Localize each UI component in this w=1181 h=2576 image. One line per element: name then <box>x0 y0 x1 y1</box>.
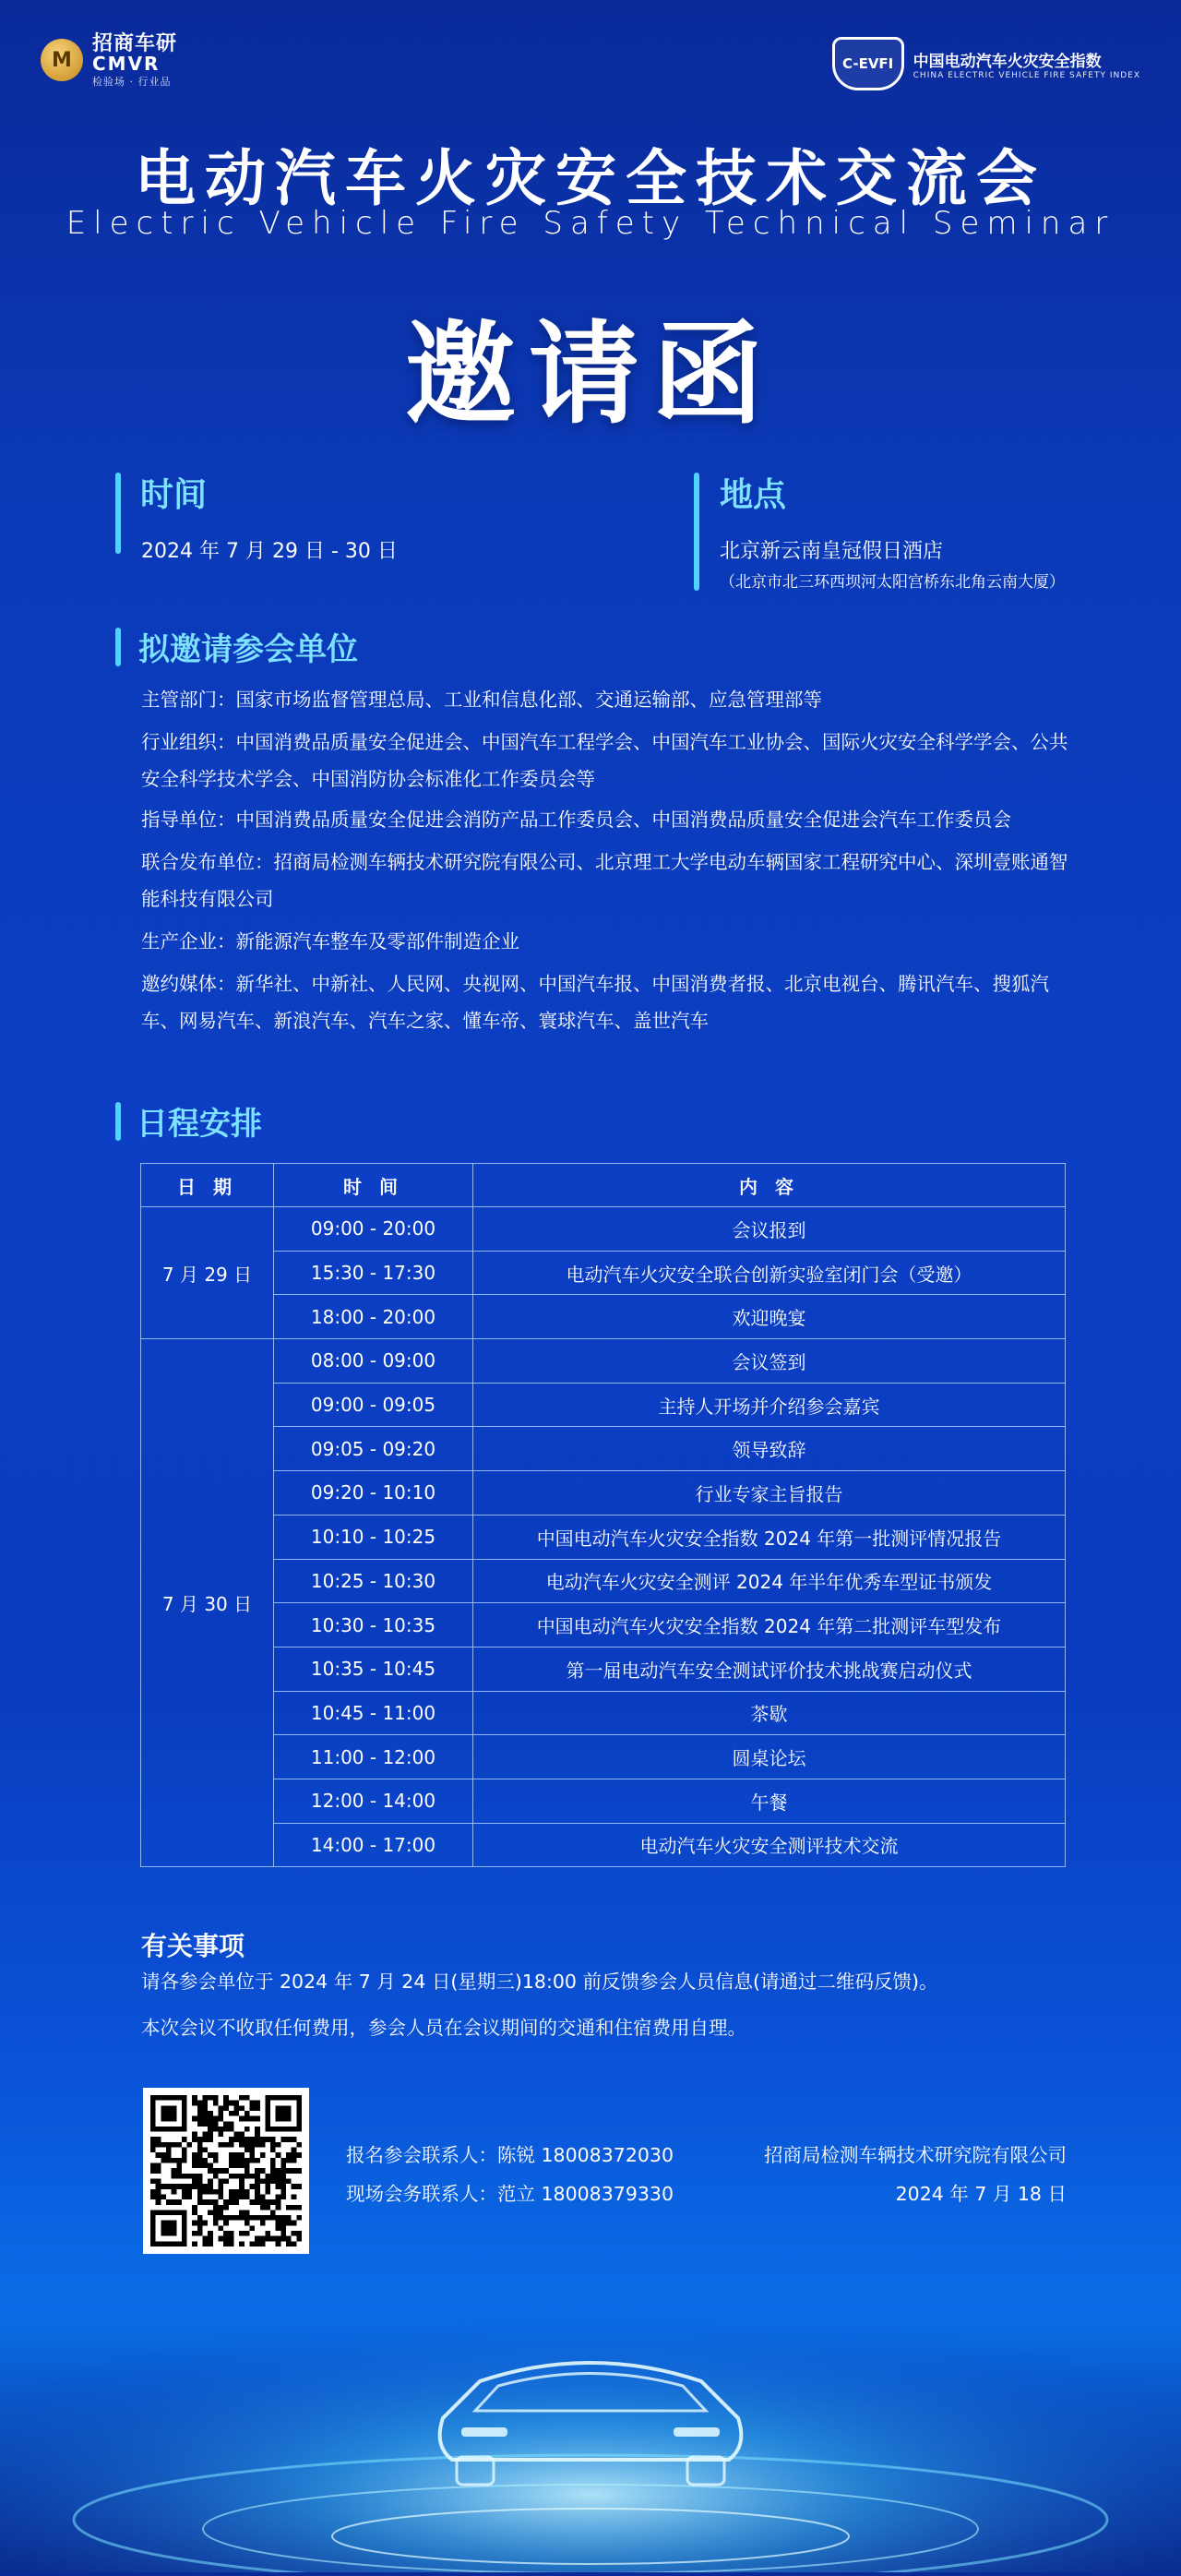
car-icon <box>0 2261 1181 2572</box>
content-cell: 电动汽车火灾安全联合创新实验室闭门会（受邀） <box>473 1251 1066 1295</box>
schedule-accent-bar <box>115 1102 121 1141</box>
cmvr-logo-mark: M <box>41 39 83 81</box>
schedule-table <box>140 1163 1066 1867</box>
table-row <box>141 1603 1066 1647</box>
content-cell: 欢迎晚宴 <box>473 1295 1066 1339</box>
day-cell: 7 月 29 日 <box>141 1207 274 1339</box>
cmvr-logo-cn: 招商车研 <box>92 32 178 55</box>
column-header-time: 时 间 <box>274 1164 473 1207</box>
organizer-name: 招商局检测车辆技术研究院有限公司 <box>764 2144 1067 2166</box>
event-title-en: Electric Vehicle Fire Safety Technical Seminar <box>66 205 1115 242</box>
time-cell: 10:30 - 10:35 <box>274 1603 473 1647</box>
content-cell: 中国电动汽车火灾安全指数 2024 年第一批测评情况报告 <box>473 1515 1066 1559</box>
participant-item: 联合发布单位：招商局检测车辆技术研究院有限公司、北京理工大学电动车辆国家工程研究中心、深圳壹账通智能科技有限公司 <box>141 851 1068 910</box>
cevfi-logo <box>832 37 1140 90</box>
location-heading: 地点 <box>720 476 787 514</box>
cmvr-logo <box>41 33 177 88</box>
table-header-row <box>141 1164 1066 1207</box>
table-row <box>141 1559 1066 1603</box>
content-cell: 电动汽车火灾安全测评技术交流 <box>473 1823 1066 1867</box>
participant-item: 行业组织：中国消费品质量安全促进会、中国汽车工程学会、中国汽车工业协会、国际火灾安全科学学会、公共安全科学技术学会、中国消防协会标准化工作委员会等 <box>141 731 1068 790</box>
content-cell: 主持人开场并介绍参会嘉宾 <box>473 1383 1066 1427</box>
table-row <box>141 1823 1066 1867</box>
time-accent-bar <box>115 473 121 554</box>
table-row <box>141 1427 1066 1471</box>
table-row <box>141 1295 1066 1339</box>
content-cell: 会议签到 <box>473 1339 1066 1384</box>
time-cell: 09:05 - 09:20 <box>274 1427 473 1471</box>
time-cell: 09:00 - 09:05 <box>274 1383 473 1427</box>
notes-heading: 有关事项 <box>141 1931 245 1961</box>
time-cell: 09:20 - 10:10 <box>274 1471 473 1516</box>
time-cell: 09:00 - 20:00 <box>274 1207 473 1252</box>
table-row <box>141 1735 1066 1779</box>
content-cell: 圆桌论坛 <box>473 1735 1066 1779</box>
time-cell: 11:00 - 12:00 <box>274 1735 473 1779</box>
cevfi-logo-cn: 中国电动汽车火灾安全指数 <box>913 52 1102 71</box>
registration-qr-code-icon[interactable] <box>143 2088 309 2254</box>
content-cell: 会议报到 <box>473 1207 1066 1252</box>
time-cell: 10:45 - 11:00 <box>274 1691 473 1735</box>
cmvr-logo-slogan: 检验场 · 行业品 <box>92 76 172 89</box>
time-cell: 08:00 - 09:00 <box>274 1339 473 1384</box>
cevfi-logo-en: CHINA ELECTRIC VEHICLE FIRE SAFETY INDEX <box>913 70 1140 80</box>
time-value: 2024 年 7 月 29 日 - 30 日 <box>141 540 398 563</box>
table-row <box>141 1647 1066 1691</box>
registration-contact: 报名参会联系人：陈锐 18008372030 <box>346 2144 674 2166</box>
table-row <box>141 1691 1066 1735</box>
time-cell: 18:00 - 20:00 <box>274 1295 473 1339</box>
content-cell: 午餐 <box>473 1779 1066 1823</box>
content-cell: 中国电动汽车火灾安全指数 2024 年第二批测评车型发布 <box>473 1603 1066 1647</box>
participant-item: 主管部门：国家市场监督管理总局、工业和信息化部、交通运输部、应急管理部等 <box>141 689 822 711</box>
car-illustration <box>0 2261 1181 2572</box>
invitation-title: 邀请函 <box>405 311 776 439</box>
schedule-heading: 日程安排 <box>137 1106 262 1143</box>
location-value: 北京新云南皇冠假日酒店 <box>720 540 944 563</box>
table-row <box>141 1471 1066 1516</box>
onsite-contact: 现场会务联系人：范立 18008379330 <box>346 2183 674 2205</box>
participant-item: 生产企业：新能源汽车整车及零部件制造企业 <box>141 930 519 953</box>
participants-accent-bar <box>115 628 121 666</box>
time-cell: 10:10 - 10:25 <box>274 1515 473 1559</box>
content-cell: 电动汽车火灾安全测评 2024 年半年优秀车型证书颁发 <box>473 1559 1066 1603</box>
day-cell: 7 月 30 日 <box>141 1339 274 1867</box>
location-address: （北京市北三环西坝河太阳宫桥东北角云南大厦） <box>720 573 1065 592</box>
cevfi-shield-icon: C-EVFI <box>832 37 904 90</box>
time-cell: 14:00 - 17:00 <box>274 1823 473 1867</box>
content-cell: 茶歇 <box>473 1691 1066 1735</box>
time-cell: 10:25 - 10:30 <box>274 1559 473 1603</box>
participant-item: 邀约媒体：新华社、中新社、人民网、央视网、中国汽车报、中国消费者报、北京电视台、腾讯汽车、搜狐汽车、网易汽车、新浪汽车、汽车之家、懂车帝、寰球汽车、盖世汽车 <box>141 973 1049 1032</box>
location-accent-bar <box>694 473 699 591</box>
time-cell: 10:35 - 10:45 <box>274 1647 473 1691</box>
table-row <box>141 1339 1066 1384</box>
note-item: 本次会议不收取任何费用，参会人员在会议期间的交通和住宿费用自理。 <box>141 2017 746 2039</box>
table-row <box>141 1383 1066 1427</box>
table-row <box>141 1515 1066 1559</box>
table-row <box>141 1207 1066 1252</box>
time-cell: 15:30 - 17:30 <box>274 1251 473 1295</box>
time-cell: 12:00 - 14:00 <box>274 1779 473 1823</box>
note-item: 请各参会单位于 2024 年 7 月 24 日(星期三)18:00 前反馈参会人员信息(请通过二维码反馈)。 <box>141 1971 938 1993</box>
table-row <box>141 1779 1066 1823</box>
event-title-cn: 电动汽车火灾安全技术交流会 <box>135 143 1046 214</box>
content-cell: 行业专家主旨报告 <box>473 1471 1066 1516</box>
content-cell: 第一届电动汽车安全测试评价技术挑战赛启动仪式 <box>473 1647 1066 1691</box>
time-heading: 时间 <box>140 476 208 514</box>
issue-date: 2024 年 7 月 18 日 <box>895 2183 1067 2205</box>
table-row <box>141 1251 1066 1295</box>
column-header-date: 日 期 <box>141 1164 274 1207</box>
content-cell: 领导致辞 <box>473 1427 1066 1471</box>
column-header-content: 内 容 <box>473 1164 1066 1207</box>
participants-heading: 拟邀请参会单位 <box>138 631 358 668</box>
participant-item: 指导单位：中国消费品质量安全促进会消防产品工作委员会、中国消费品质量安全促进会汽车工作委员会 <box>141 809 1011 831</box>
cmvr-logo-en: CMVR <box>92 53 161 76</box>
